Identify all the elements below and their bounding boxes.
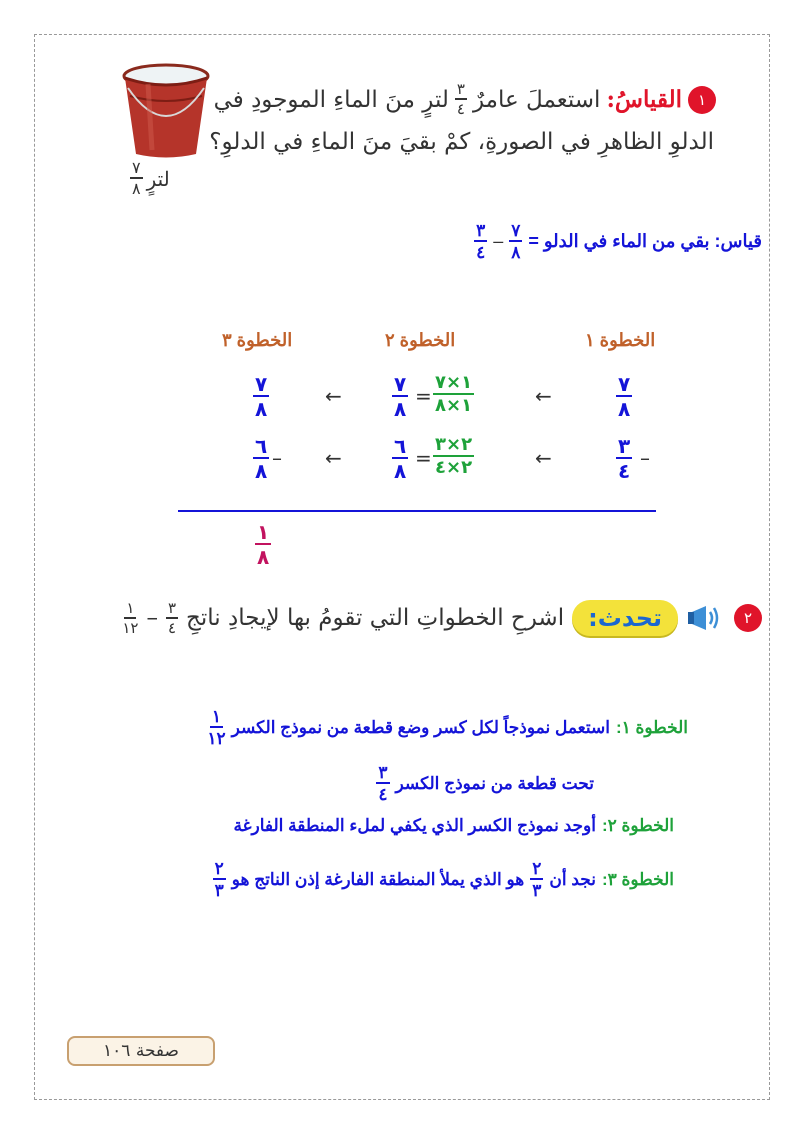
row2-step1-minus: – — [640, 446, 650, 470]
result-fraction: ١ ٨ — [257, 520, 270, 569]
row2-arrow-2: ← — [325, 446, 342, 470]
row2-step1-fraction: ٣ ٤ — [618, 434, 631, 483]
explain-step-3-text-a: نجد أن — [549, 869, 596, 889]
equation-fraction-1: $\frac{٧}{٨}$ — [511, 221, 521, 262]
explain-step-1b — [376, 764, 594, 803]
question-text-b: لترٍ منَ الماءِ الموجودِ في — [213, 86, 449, 113]
bucket-unit: لترٍ — [146, 166, 170, 191]
row1-step3-fraction: ٧ ٨ — [255, 372, 268, 421]
question-2-number: ٢ — [734, 604, 762, 632]
row2-step2-fraction: ٦ ٨ — [394, 434, 407, 483]
explain-step-1b-fraction: $\frac{٣}{٤}$ — [378, 763, 388, 804]
equation-label: قياس: بقي من الماء في الدلو = — [528, 231, 762, 251]
question-1-line-1 — [156, 82, 716, 117]
question-fraction: $\frac{٣}{٤}$ — [456, 80, 465, 118]
explain-step-1-label: الخطوة ١: — [615, 717, 688, 737]
explain-step-2 — [233, 816, 674, 836]
equation-line — [474, 222, 762, 261]
explain-step-1 — [207, 708, 688, 747]
row2-equals: = — [415, 446, 432, 470]
explain-step-3 — [213, 860, 674, 899]
explain-step-2-text: أوجد نموذج الكسر الذي يكفي لملء المنطقة الفارغة — [233, 816, 596, 835]
equation-fraction-2: $\frac{٣}{٤}$ — [476, 221, 486, 262]
explain-step-3-text-b: هو الذي يملأ المنطقة الفارغة إذن الناتج هو — [231, 869, 525, 889]
explain-step-3-fraction-2: $\frac{٢}{٣}$ — [214, 859, 224, 900]
question-1-line-2: الدلوِ الظاهرِ في الصورةِ، كمْ بقيَ منَ الماءِ في الدلوِ؟ — [209, 129, 714, 155]
question-2-fraction-1: $\frac{٣}{٤}$ — [167, 598, 177, 637]
subtraction-line — [178, 510, 656, 512]
megaphone-icon — [686, 598, 726, 638]
explain-step-3-label: الخطوة ٣: — [601, 869, 674, 889]
explain-step-1b-text: تحت قطعة من نموذج الكسر — [395, 773, 594, 793]
explain-step-1-fraction: $\frac{١}{١٢}$ — [207, 707, 226, 748]
explain-step-2-label: الخطوة ٢: — [601, 816, 674, 835]
step-1-heading: الخطوة ١ — [585, 330, 656, 350]
explain-step-3-fraction: $\frac{٢}{٣}$ — [532, 859, 542, 900]
step-3-heading: الخطوة ٣ — [222, 330, 293, 350]
explain-step-1-text: استعمل نموذجاً لكل كسر وضع قطعة من نموذج الكسر — [231, 717, 610, 737]
row1-arrow-2: ← — [325, 384, 342, 408]
row1-multiplier-fraction: ١×٧ ١×٨ — [435, 372, 473, 416]
page-number-badge: صفحة ١٠٦ — [67, 1036, 215, 1066]
question-2-fraction-2: $\frac{١}{١٢}$ — [122, 598, 139, 637]
speak-badge: تحدث: — [572, 600, 678, 636]
question-1 — [156, 82, 716, 155]
row1-arrow-1: ← — [535, 384, 552, 408]
equation-minus: – — [493, 231, 504, 251]
question-2-text: اشرحِ الخطواتِ التي تقومُ بها لإيجادِ ناتجِ — [186, 605, 565, 631]
row1-equals: = — [415, 384, 432, 408]
question-2-minus: – — [146, 605, 158, 631]
row2-arrow-1: ← — [535, 446, 552, 470]
question-number: ١ — [688, 86, 716, 114]
row2-multiplier-fraction: ٢×٣ ٢×٤ — [435, 434, 473, 478]
row2-step3-fraction: ٦ ٨ — [255, 434, 268, 483]
bucket-label — [130, 160, 170, 197]
question-2 — [122, 598, 762, 638]
bucket-fraction: $\frac{٧}{٨}$ — [132, 158, 141, 198]
step-2-heading: الخطوة ٢ — [385, 330, 456, 350]
row2-step3-minus: – — [272, 446, 282, 470]
question-text-a: استعملَ عامرٌ — [472, 86, 601, 113]
row1-step2-fraction: ٧ ٨ — [394, 372, 407, 421]
row1-step1-fraction: ٧ ٨ — [618, 372, 631, 421]
question-label: القياسُ: — [606, 86, 682, 113]
